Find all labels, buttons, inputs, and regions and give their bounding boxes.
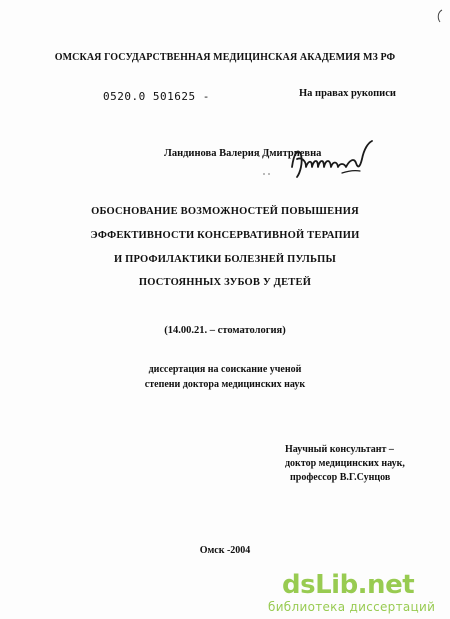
watermark-logo: dsLib.net xyxy=(282,570,415,600)
scan-mark xyxy=(258,154,272,158)
institution-header: ОМСКАЯ ГОСУДАРСТВЕННАЯ МЕДИЦИНСКАЯ АКАДЕМИЯ МЗ РФ xyxy=(54,52,396,63)
handwritten-signature xyxy=(288,137,376,185)
consultant-line-2: доктор медицинских наук, xyxy=(285,458,405,469)
dissertation-line-2: степени доктора медицинских наук xyxy=(144,379,306,390)
scan-mark xyxy=(263,172,275,176)
archive-code: 0520.0 501625 - xyxy=(103,90,210,103)
consultant-line-1: Научный консультант – xyxy=(285,444,394,455)
specialty-code: (14.00.21. – стоматология) xyxy=(164,325,286,336)
title-line-1: ОБОСНОВАНИЕ ВОЗМОЖНОСТЕЙ ПОВЫШЕНИЯ xyxy=(91,206,359,217)
dissertation-line-1: диссертация на соискание ученой xyxy=(148,364,302,375)
title-line-3: И ПРОФИЛАКТИКИ БОЛЕЗНЕЙ ПУЛЬПЫ xyxy=(113,254,337,265)
consultant-line-3: профессор В.Г.Сунцов xyxy=(290,472,391,483)
title-line-2: ЭФФЕКТИВНОСТИ КОНСЕРВАТИВНОЙ ТЕРАПИИ xyxy=(90,230,360,241)
watermark-subtitle: библиотека диссертаций xyxy=(268,600,436,614)
scan-mark xyxy=(434,8,444,24)
title-line-4: ПОСТОЯННЫХ ЗУБОВ У ДЕТЕЙ xyxy=(138,277,312,288)
author-name: Ландинова Валерия Дмитриевна xyxy=(164,148,322,159)
manuscript-rights-note: На правах рукописи xyxy=(299,88,396,99)
watermark xyxy=(268,566,446,614)
city-year: Омск -2004 xyxy=(199,545,251,556)
